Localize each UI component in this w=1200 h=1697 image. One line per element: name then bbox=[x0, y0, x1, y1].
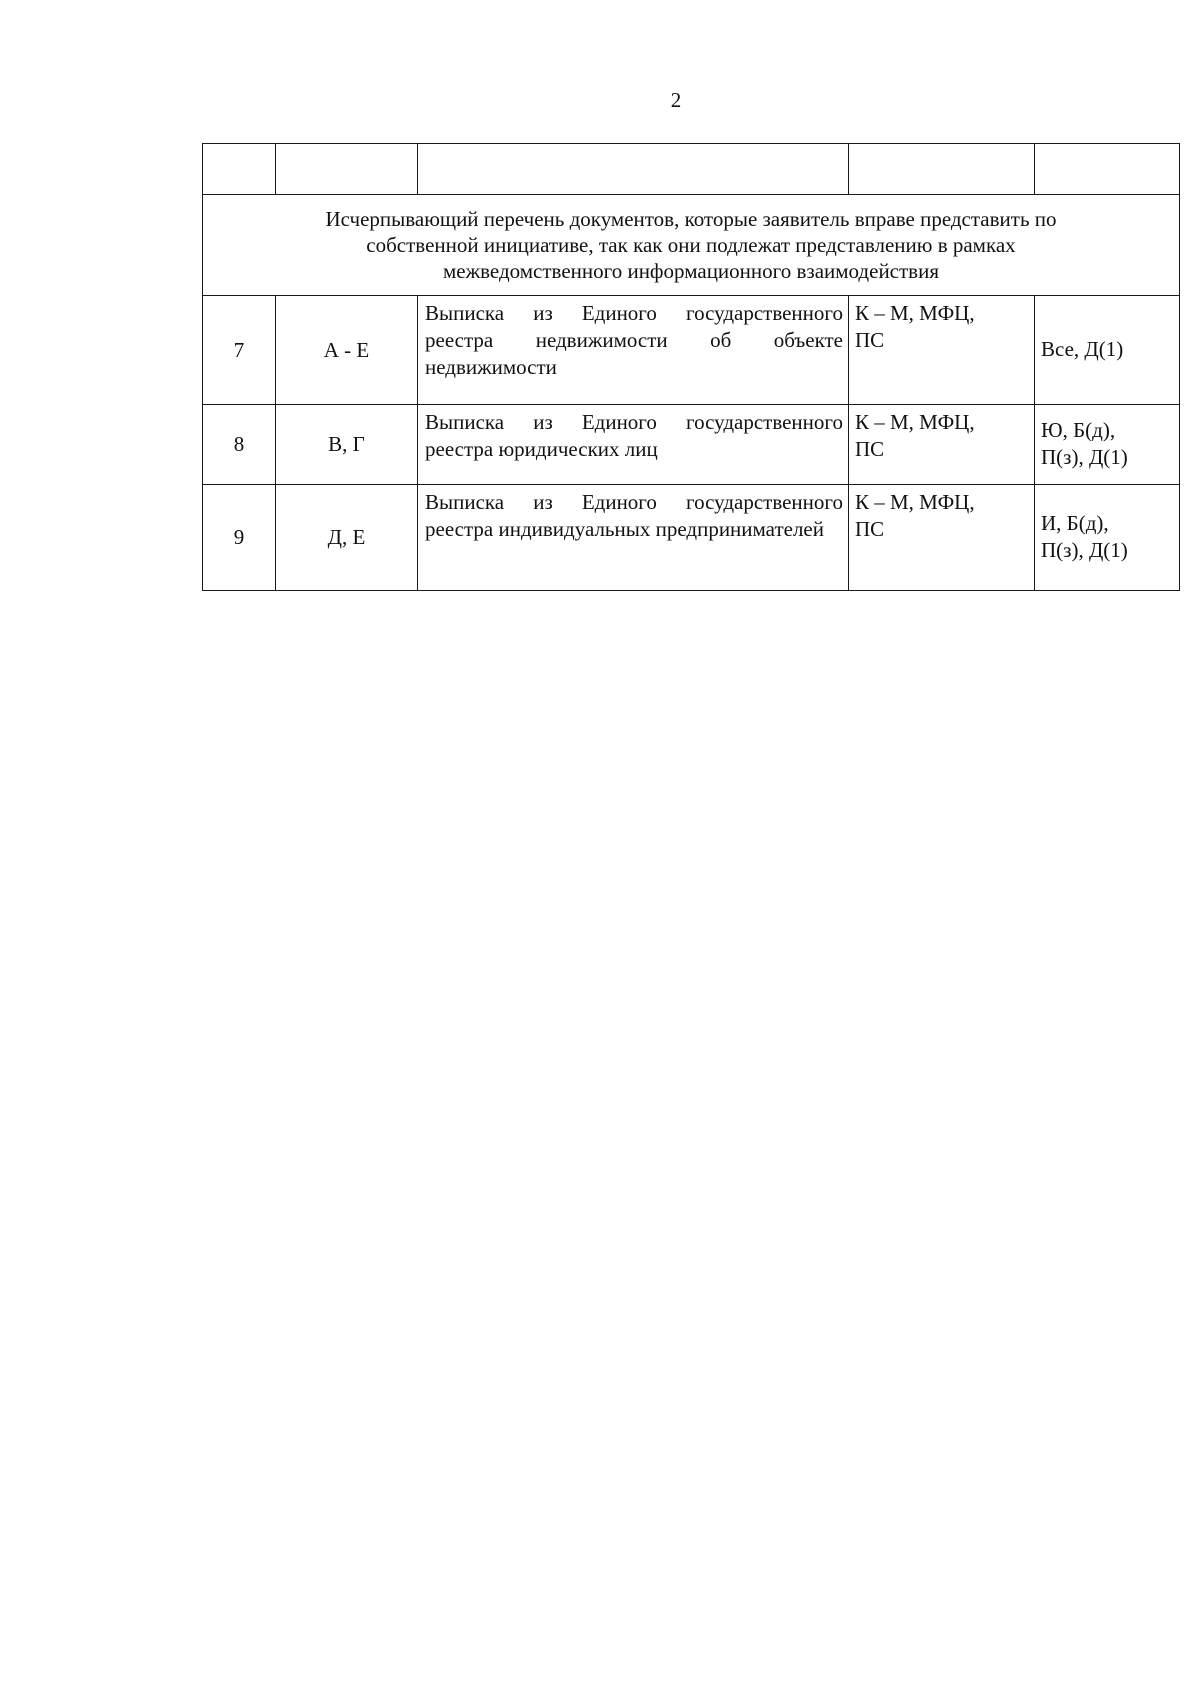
submission-method-line: ПС bbox=[855, 328, 885, 352]
submission-method bbox=[849, 405, 1035, 485]
section-heading-line: собственной инициативе, так как они подлежат представлению в рамках bbox=[366, 233, 1016, 257]
document-requirement-line: Ю, Б(д), bbox=[1041, 417, 1116, 442]
document-requirement-line: Все, Д(1) bbox=[1041, 336, 1124, 361]
empty-cell bbox=[276, 144, 418, 195]
continuation-row bbox=[203, 144, 1180, 195]
submission-method-line: К – М, МФЦ, bbox=[855, 301, 975, 325]
submission-method-line: К – М, МФЦ, bbox=[855, 490, 975, 514]
empty-cell bbox=[418, 144, 849, 195]
document-requirement-line: П(з), Д(1) bbox=[1041, 444, 1128, 469]
document-name: Выписка из Единого государственного реестра индивидуальных предпринимателей bbox=[418, 485, 849, 591]
document-requirement bbox=[1035, 296, 1180, 405]
submission-method-line: ПС bbox=[855, 517, 885, 541]
applicant-category: В, Г bbox=[276, 405, 418, 485]
document-name: Выписка из Единого государственного реестра недвижимости об объекте недвижимости bbox=[418, 296, 849, 405]
table-row bbox=[203, 296, 1180, 405]
document-requirement bbox=[1035, 405, 1180, 485]
table-row bbox=[203, 485, 1180, 591]
empty-cell bbox=[849, 144, 1035, 195]
empty-cell bbox=[1035, 144, 1180, 195]
row-number: 7 bbox=[203, 296, 276, 405]
document-requirement-line: И, Б(д), bbox=[1041, 510, 1109, 535]
empty-cell bbox=[203, 144, 276, 195]
section-heading-line: межведомственного информационного взаимодействия bbox=[443, 259, 939, 283]
document-requirement bbox=[1035, 485, 1180, 591]
applicant-category: Д, Е bbox=[276, 485, 418, 591]
page-number: 2 bbox=[670, 88, 682, 112]
submission-method-line: К – М, МФЦ, bbox=[855, 410, 975, 434]
submission-method bbox=[849, 485, 1035, 591]
submission-method bbox=[849, 296, 1035, 405]
submission-method-line: ПС bbox=[855, 437, 885, 461]
row-number: 9 bbox=[203, 485, 276, 591]
section-heading bbox=[203, 195, 1180, 296]
document-name: Выписка из Единого государственного реестра юридических лиц bbox=[418, 405, 849, 485]
table-row bbox=[203, 405, 1180, 485]
applicant-category: А - Е bbox=[276, 296, 418, 405]
section-heading-line: Исчерпывающий перечень документов, которые заявитель вправе представить по bbox=[325, 207, 1057, 231]
documents-table bbox=[202, 143, 1180, 591]
row-number: 8 bbox=[203, 405, 276, 485]
section-heading-row bbox=[203, 195, 1180, 296]
document-requirement-line: П(з), Д(1) bbox=[1041, 537, 1128, 562]
